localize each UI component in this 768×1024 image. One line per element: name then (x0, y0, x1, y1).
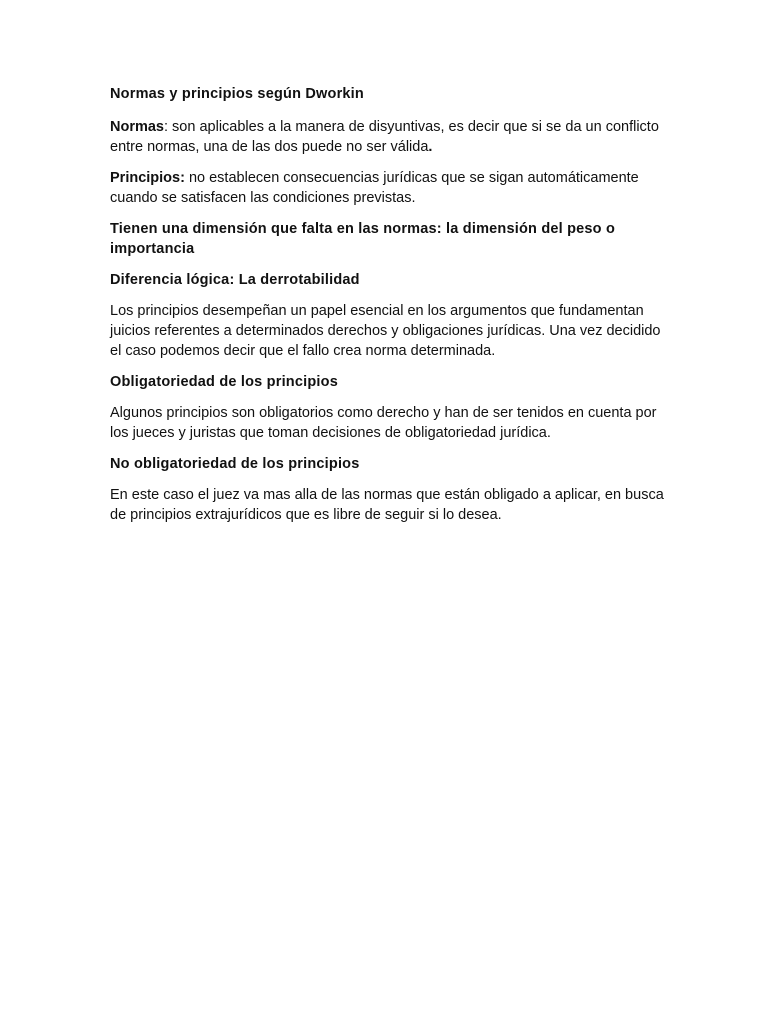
paragraph-argumentos: Los principios desempeñan un papel esencial en los argumentos que fundamentan juicios referentes a determinados derechos y obligaciones jurídicas. Una vez decidido el caso podemos decir que el fallo crea norma determinada. (110, 303, 661, 359)
principios-text: no establecen consecuencias jurídicas que se sigan automáticamente cuando se satisfacen las condiciones previstas. (110, 170, 639, 206)
normas-end: . (428, 139, 433, 155)
normas-label: Normas (110, 119, 164, 135)
document-page (110, 84, 670, 536)
normas-paragraph (110, 117, 670, 157)
normas-text: : son aplicables a la manera de disyuntivas, es decir que si se da un conflicto entre normas, una de las dos puede no ser válida (110, 119, 659, 155)
heading-diferencia: Diferencia lógica: La derrotabilidad (110, 272, 360, 288)
principios-label: Principios: (110, 170, 185, 186)
paragraph-no-obligatoriedad: En este caso el juez va mas alla de las normas que están obligado a aplicar, en busca de principios extrajurídicos que es libre de seguir si lo desea. (110, 487, 664, 523)
principios-paragraph (110, 168, 670, 208)
document-title: Normas y principios según Dworkin (110, 86, 364, 102)
heading-dimension: Tienen una dimensión que falta en las normas: la dimensión del peso o importancia (110, 221, 616, 257)
paragraph-obligatoriedad: Algunos principios son obligatorios como derecho y han de ser tenidos en cuenta por los jueces y juristas que toman decisiones de obligatoriedad jurídica. (110, 405, 657, 441)
heading-obligatoriedad: Obligatoriedad de los principios (110, 374, 338, 390)
heading-no-obligatoriedad: No obligatoriedad de los principios (110, 456, 360, 472)
